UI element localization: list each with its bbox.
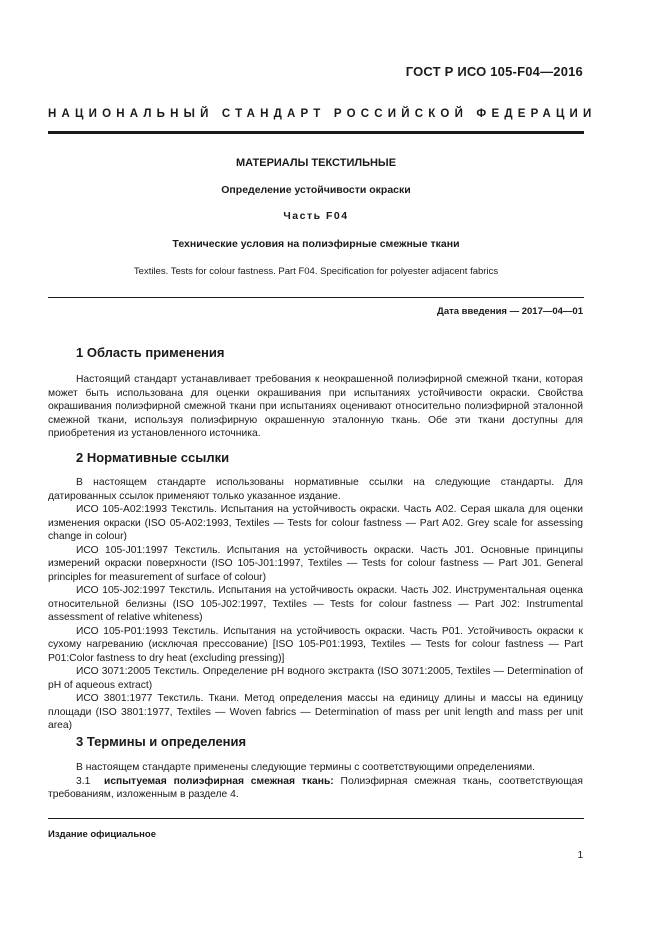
title-english: Textiles. Tests for colour fastness. Part F04. Specification for polyester adjacent fabrics bbox=[133, 266, 499, 277]
reference-item: ИСО 105-J01:1997 Текстиль. Испытания на устойчивость окраски. Часть J01. Основные принципы измерений окраски поверхности (ISO 105-J01:1997, Textiles — Tests for colour fastness — Part J01. General principles for measurement of surface of colour) bbox=[48, 544, 583, 583]
reference-item: ИСО 105-P01:1993 Текстиль. Испытания на устойчивость окраски. Часть P01. Устойчивость окраски к сухому нагреванию (исключая прессование) [ISO 105-P01:1993, Textiles — Tests for colour fastness — Part P01:Color fastness to dry heat (excluding pressing)] bbox=[48, 625, 583, 664]
edition-label: Издание официальное bbox=[48, 829, 156, 840]
title-technical: Технические условия на полиэфирные смежные ткани bbox=[172, 238, 460, 250]
header-rule bbox=[48, 131, 584, 134]
national-standard-banner: НАЦИОНАЛЬНЫЙ СТАНДАРТ РОССИЙСКОЙ ФЕДЕРАЦИИ bbox=[48, 108, 597, 120]
section-heading: 2 Нормативные ссылки bbox=[76, 450, 230, 465]
reference-item: ИСО 105-J02:1997 Текстиль. Испытания на устойчивость окраски. Часть J02. Инструментальная оценка относительной белизны (ISO 105-J02:1997, Textiles — Tests for colour fastness — Part J02: Instrumental assessment of relative whiteness) bbox=[48, 585, 583, 623]
title-rule bbox=[48, 297, 584, 298]
introduction-date: Дата введения — 2017—04—01 bbox=[437, 306, 583, 317]
paragraph: В настоящем стандарте применены следующие термины с соответствующими определениями. bbox=[76, 762, 536, 773]
paragraph: Настоящий стандарт устанавливает требования к неокрашенной полиэфирной смежной ткани, которая может быть использована для оценки окрашивания при испытаниях устойчивости окраски. Свойства окрашивания полиэфирной смежной ткани при испытаниях оценивают относительно полиэфирной эталонной смежной ткани, используя полиэфирную окрашенную эталонную ткань. Обе эти ткани доступны для приобретения из установленного источника. bbox=[48, 374, 583, 439]
term-definition bbox=[48, 775, 583, 802]
title-part: Часть F04 bbox=[283, 210, 349, 222]
reference-item: ИСО 3801:1977 Текстиль. Ткани. Метод определения массы на единицу длины и массы на единицу площади (ISO 3801:1977, Textiles — Woven fabrics — Determination of mass per unit length and mass per unit area) bbox=[48, 693, 583, 731]
reference-item: ИСО 3071:2005 Текстиль. Определение pH водного экстракта (ISO 3071:2005, Textiles — Determination of pH of aqueous extract) bbox=[48, 666, 583, 691]
footer-rule bbox=[48, 818, 584, 819]
page-number: 1 bbox=[577, 850, 583, 861]
term-name: испытуемая полиэфирная смежная ткань: bbox=[103, 775, 334, 787]
paragraph: В настоящем стандарте использованы нормативные ссылки на следующие стандарты. Для датированных ссылок применяют только указанное издание. bbox=[48, 477, 583, 502]
section-body bbox=[48, 761, 583, 802]
reference-item: ИСО 105-A02:1993 Текстиль. Испытания на устойчивость окраски. Часть A02. Серая шкала для оценки изменения окраски (ISO 05-A02:1993, Textiles — Tests for colour fastness — Part A02. Grey scale for assessing change in colour) bbox=[48, 504, 583, 542]
section-body bbox=[48, 373, 583, 441]
section-heading: 3 Термины и определения bbox=[76, 734, 247, 749]
section-body bbox=[48, 476, 583, 733]
document-code: ГОСТ Р ИСО 105-F04—2016 bbox=[405, 64, 583, 79]
term-text: Полиэфирная смежная ткань, соответствующая требованиям, изложенным в разделе 4. bbox=[48, 775, 583, 800]
title-subtitle: Определение устойчивости окраски bbox=[221, 184, 411, 196]
term-number: 3.1 bbox=[76, 775, 91, 787]
section-heading: 1 Область применения bbox=[76, 345, 225, 360]
title-main: МАТЕРИАЛЫ ТЕКСТИЛЬНЫЕ bbox=[235, 157, 397, 169]
